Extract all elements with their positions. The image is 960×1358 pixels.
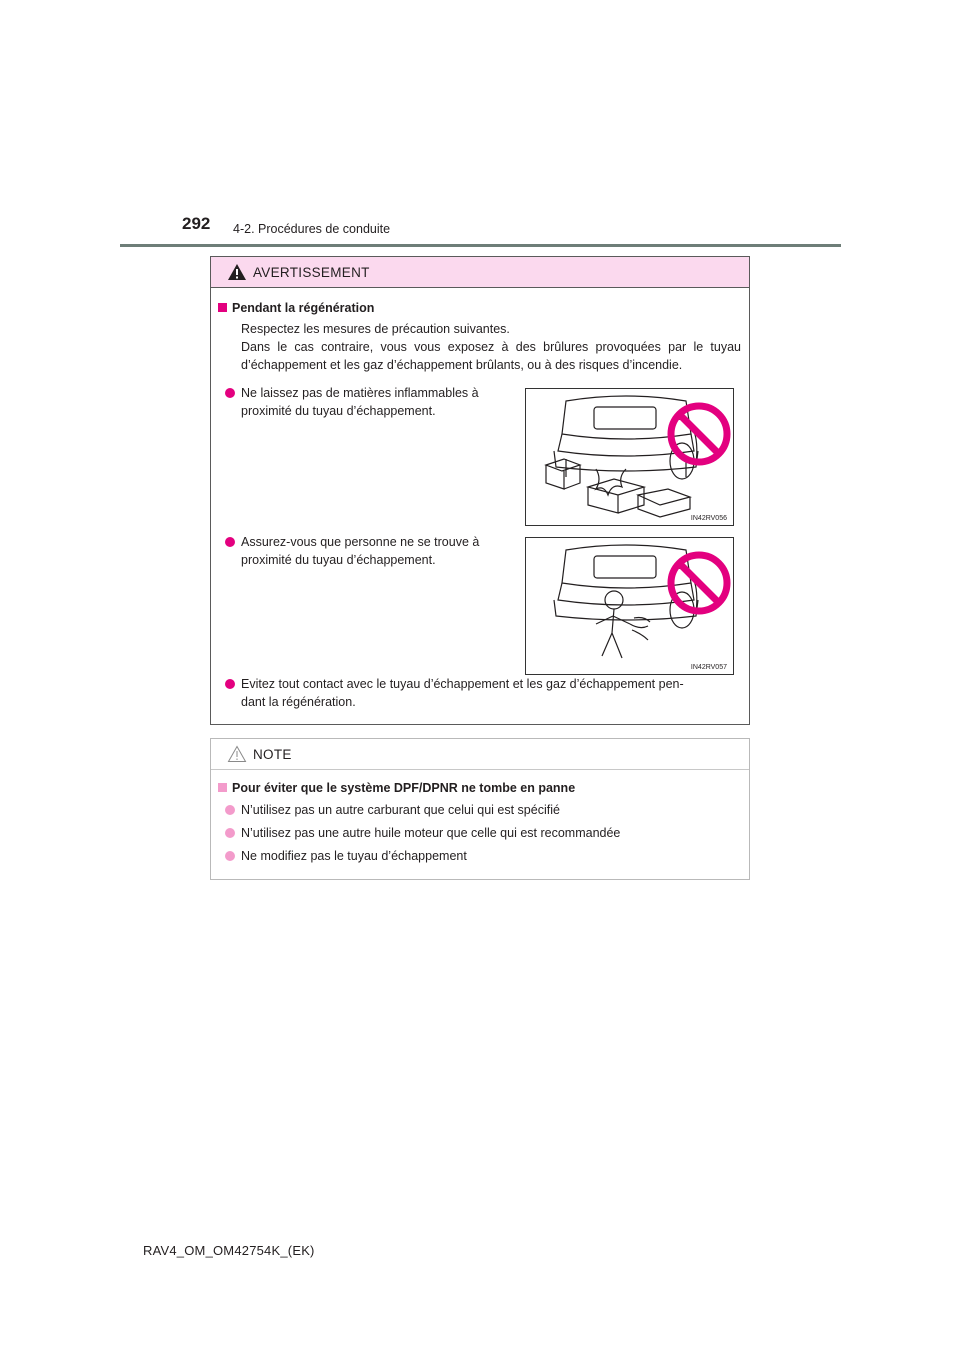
note-box	[210, 738, 750, 880]
round-bullet-icon	[225, 388, 235, 398]
round-bullet-icon	[225, 537, 235, 547]
note-subheading: Pour éviter que le système DPF/DPNR ne tombe en panne	[218, 781, 575, 795]
note-header	[211, 739, 749, 770]
section-title: 4-2. Procédures de conduite	[233, 222, 391, 236]
header-rule	[120, 244, 841, 247]
square-bullet-icon	[218, 783, 227, 792]
prohibition-icon	[666, 401, 732, 467]
figure-person-near-exhaust	[525, 537, 734, 675]
warning-title: AVERTISSEMENT	[253, 264, 370, 280]
warning-subheading: Pendant la régénération	[218, 301, 374, 315]
round-bullet-icon	[225, 851, 235, 861]
prohibition-icon	[666, 550, 732, 616]
warning-intro-2: Dans le cas contraire, vous vous exposez à des brûlures provoquées par le tuyau d’échappement et les gaz d’échappement brûlants, ou à des risques d’incendie.	[241, 340, 741, 372]
note-bullet-2: N’utilisez pas une autre huile moteur que celle qui est recommandée	[225, 824, 620, 842]
figure-code: IN42RV057	[690, 664, 727, 671]
warning-header	[211, 257, 749, 288]
warning-bullet-2: Assurez-vous que personne ne se trouve à proximité du tuyau d’échappement.	[225, 533, 515, 569]
note-bullet-3: Ne modifiez pas le tuyau d’échappement	[225, 847, 467, 865]
warning-bullet-1: Ne laissez pas de matières inflammables à proximité du tuyau d’échappement.	[225, 384, 515, 420]
figure-code: IN42RV056	[690, 515, 727, 522]
round-bullet-icon	[225, 805, 235, 815]
note-title: NOTE	[253, 746, 292, 762]
round-bullet-icon	[225, 679, 235, 689]
figure-flammable-materials	[525, 388, 734, 526]
warning-box	[210, 256, 750, 725]
warning-intro-1: Respectez les mesures de précaution suivantes.	[241, 322, 510, 336]
note-bullet-1: N’utilisez pas un autre carburant que celui qui est spécifié	[225, 801, 560, 819]
caution-triangle-icon	[227, 745, 247, 763]
footer-model-code: RAV4_OM_OM42754K_(EK)	[143, 1243, 315, 1258]
page-number: 292	[182, 214, 211, 233]
round-bullet-icon	[225, 828, 235, 838]
warning-bullet-3: Evitez tout contact avec le tuyau d’échappement et les gaz d’échappement pen- dant la régénération.	[225, 675, 741, 711]
square-bullet-icon	[218, 303, 227, 312]
warning-triangle-icon	[227, 263, 247, 281]
